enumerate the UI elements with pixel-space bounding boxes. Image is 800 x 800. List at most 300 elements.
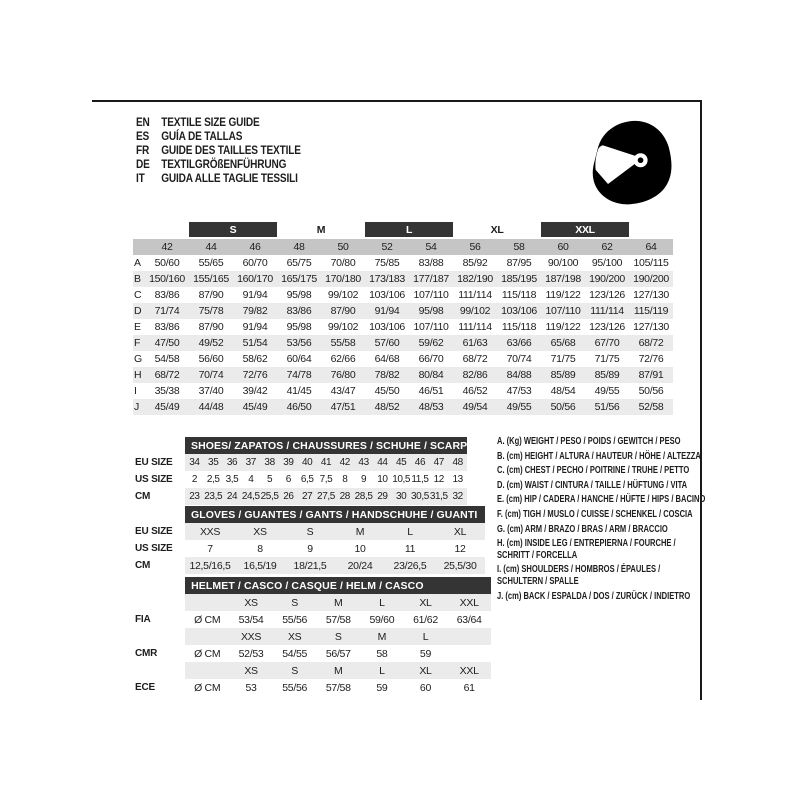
language-code: ES [136, 129, 150, 143]
helmet-value-cell: 61/62 [413, 613, 438, 626]
size-value-cell: 111/114 [458, 289, 492, 301]
value-cell: 5 [267, 474, 273, 485]
size-value-cell: 62/66 [330, 353, 356, 365]
helmet-size-header-cell: L [404, 628, 448, 645]
data-row [135, 540, 485, 557]
size-value-cell: 160/170 [233, 271, 277, 287]
value-cell: 47 [429, 454, 448, 471]
helmet-sizes-row [135, 628, 491, 645]
table-title-row [135, 437, 467, 454]
column-header-cell: 50 [321, 238, 365, 255]
value-cell: 16,5/19 [235, 557, 285, 574]
language-row [136, 171, 301, 185]
size-group-xl: XL [453, 222, 541, 238]
value-cell: 28 [335, 488, 354, 505]
size-value-cell: 165/175 [277, 271, 321, 287]
language-row [136, 157, 301, 171]
helmet-value-cell: 59/60 [369, 613, 395, 626]
size-row-b [133, 271, 673, 287]
value-cell: 40 [298, 454, 317, 471]
row-label-cell: EU SIZE [135, 454, 185, 471]
value-cell: 28,5 [354, 488, 373, 505]
value-cell: 12,5/16,5 [185, 557, 235, 574]
size-value-cell: 72/76 [233, 367, 277, 383]
size-value-cell: 74/78 [277, 367, 321, 383]
size-value-cell: 115/119 [629, 303, 673, 319]
value-cell: 26 [279, 488, 298, 505]
value-cell: 9 [307, 542, 313, 555]
value-cell: 10 [354, 542, 366, 555]
size-value-cell: 83/86 [154, 321, 180, 333]
language-code: EN [136, 115, 150, 129]
size-value-cell: 52/58 [629, 399, 673, 415]
size-value-cell: 70/74 [506, 353, 532, 365]
column-header-cell: 56 [453, 238, 497, 255]
helmet-size-header-cell: XL [404, 662, 448, 679]
helmet-value-cell: 55/56 [282, 613, 308, 626]
size-value-cell: 99/102 [327, 321, 359, 333]
size-value-cell: 190/200 [585, 271, 629, 287]
row-letter-cell [133, 238, 145, 255]
column-header-cell: 46 [233, 238, 277, 255]
size-value-cell: 55/58 [321, 335, 365, 351]
size-value-cell: 190/200 [629, 271, 673, 287]
table-title-row [135, 577, 491, 594]
helmet-size-header-cell: L [360, 662, 404, 679]
row-label-cell [135, 594, 185, 611]
legend-line: G. (cm) ARM / BRAZO / BRAS / ARM / BRACCIO [497, 522, 668, 535]
size-row-f [133, 335, 673, 351]
size-value-cell: 43/47 [330, 385, 356, 397]
size-value-cell: 91/94 [242, 321, 268, 333]
language-code: DE [136, 157, 150, 171]
legend-item [497, 436, 702, 448]
size-table-body [133, 222, 673, 415]
row-letter-cell: A [134, 257, 141, 269]
row-label-cell: CM [135, 488, 185, 505]
table-title-row [135, 506, 485, 523]
size-group-m: M [277, 222, 365, 238]
size-value-cell: 44/48 [189, 399, 233, 415]
size-value-cell: 46/52 [462, 385, 488, 397]
size-value-cell: 63/66 [497, 335, 541, 351]
helmet-value-cell: 59 [419, 647, 432, 660]
size-group-s: S [189, 222, 277, 238]
size-value-cell: 177/187 [409, 271, 453, 287]
standard-label-cell: ECE [135, 679, 185, 696]
helmet-value-cell: 61 [463, 681, 475, 694]
legend-line: D. (cm) WAIST / CINTURA / TAILLE / HÜFTUNG / VITA [497, 478, 688, 491]
size-value-cell: 45/49 [233, 399, 277, 415]
size-value-cell: 71/75 [594, 353, 620, 365]
spacer-cell [629, 222, 673, 238]
value-cell: S [285, 523, 335, 540]
size-value-cell: 65/75 [286, 257, 312, 269]
legend-item [497, 509, 702, 521]
value-cell: XS [235, 523, 285, 540]
helmet-size-header-cell: XXL [447, 662, 491, 679]
size-value-cell: 79/82 [233, 303, 277, 319]
size-value-cell: 82/86 [453, 367, 497, 383]
legend-item [497, 493, 706, 506]
size-value-cell: 78/82 [365, 367, 409, 383]
helmet-size-header-cell: L [360, 594, 404, 611]
value-cell: 12 [454, 542, 466, 555]
size-value-cell: 50/56 [541, 399, 585, 415]
racing-helmet-icon [586, 113, 674, 211]
value-cell: 25,5 [260, 488, 279, 505]
size-value-cell: 103/106 [497, 303, 541, 319]
value-cell: M [335, 523, 385, 540]
size-value-cell: 67/70 [585, 335, 629, 351]
size-value-cell: 150/160 [145, 271, 189, 287]
value-cell: 38 [260, 454, 279, 471]
value-cell: 29 [373, 488, 392, 505]
row-label-cell: EU SIZE [135, 523, 185, 540]
value-cell: 43 [354, 454, 373, 471]
size-value-cell: 187/198 [541, 271, 585, 287]
helmet-table-body [135, 577, 491, 696]
size-value-cell: 47/50 [145, 335, 189, 351]
size-row-i [133, 383, 673, 399]
unit-cell: Ø CM [194, 681, 221, 694]
unit-spacer-cell [185, 594, 229, 611]
size-value-cell: 80/84 [409, 367, 453, 383]
value-cell: 8 [342, 474, 348, 485]
helmet-values-row [135, 611, 491, 628]
size-value-cell: 57/60 [365, 335, 409, 351]
legend-line: B. (cm) HEIGHT / ALTURA / HAUTEUR / HÖHE / ALTEZZA [497, 449, 701, 462]
value-cell: 46 [411, 454, 430, 471]
size-group-l: L [365, 222, 453, 238]
helmet-size-header-cell: XS [229, 662, 273, 679]
column-header-cell: 52 [365, 238, 409, 255]
column-header-cell: 42 [145, 238, 189, 255]
helmet-values-row [135, 679, 491, 696]
size-value-cell: 95/98 [409, 303, 453, 319]
row-letter-cell: H [133, 367, 145, 383]
size-row-h [133, 367, 673, 383]
size-value-cell: 46/51 [418, 385, 444, 397]
size-value-cell: 119/122 [545, 289, 581, 301]
helmet-size-header-cell [447, 628, 491, 645]
shoes-table-body [135, 437, 475, 505]
legend-line: E. (cm) HIP / CADERA / HANCHE / HÜFTE / HIPS / BACINO [497, 493, 706, 506]
row-label-cell [135, 662, 185, 679]
helmet-size-header-cell: S [316, 628, 360, 645]
language-header [136, 115, 332, 185]
column-header-cell: 48 [277, 238, 321, 255]
language-title: GUÍA DE TALLAS [161, 129, 243, 143]
helmet-size-header-cell: M [316, 662, 360, 679]
size-value-cell: 49/54 [453, 399, 497, 415]
size-value-cell: 47/51 [321, 399, 365, 415]
size-value-cell: 99/102 [453, 303, 497, 319]
value-cell: 24,5 [241, 488, 260, 505]
helmet-sizes-row [135, 594, 491, 611]
gloves-size-table [135, 506, 485, 574]
row-label-cell: US SIZE [135, 540, 185, 557]
size-value-cell: 41/45 [286, 385, 312, 397]
gloves-table-title: GLOVES / GUANTES / GANTS / HANDSCHUHE / GUANTI [185, 506, 485, 523]
legend-item [497, 524, 702, 536]
value-cell: 42 [335, 454, 354, 471]
size-value-cell: 70/80 [330, 257, 356, 269]
gloves-table-body [135, 506, 485, 574]
row-label-cell [135, 437, 185, 454]
helmet-size-header-cell: M [360, 628, 404, 645]
size-row-c [133, 287, 673, 303]
legend-line: H. (cm) INSIDE LEG / ENTREPIERNA / FOURCHE / [497, 537, 676, 550]
size-value-cell: 58/62 [242, 353, 268, 365]
size-value-cell: 48/52 [365, 399, 409, 415]
size-value-cell: 83/86 [277, 303, 321, 319]
size-value-cell: 85/89 [541, 367, 585, 383]
value-cell: XL [435, 523, 485, 540]
size-value-cell: 70/74 [189, 367, 233, 383]
unit-spacer-cell [185, 628, 229, 645]
row-letter-cell: I [134, 385, 137, 397]
size-value-cell: 45/49 [145, 399, 189, 415]
size-value-cell: 115/118 [501, 321, 537, 333]
size-value-cell: 68/72 [629, 335, 673, 351]
spacer-cell [145, 222, 189, 238]
value-cell: 27,5 [317, 488, 336, 505]
value-cell: 9 [360, 474, 367, 485]
data-row [135, 488, 467, 505]
size-value-cell: 47/53 [506, 385, 532, 397]
value-cell: 45 [392, 454, 411, 471]
helmet-sizes-row [135, 662, 491, 679]
size-value-cell: 173/183 [365, 271, 409, 287]
size-value-cell: 61/63 [453, 335, 497, 351]
value-cell: 10 [377, 474, 388, 485]
size-value-cell: 84/88 [497, 367, 541, 383]
size-value-cell: 87/91 [629, 367, 673, 383]
measurement-legend [497, 435, 706, 605]
helmet-size-header-cell: XXS [229, 628, 273, 645]
value-cell: 30,5 [411, 488, 430, 505]
size-value-cell: 103/106 [369, 289, 405, 301]
value-cell: 48 [448, 454, 467, 471]
helmet-size-header-cell: S [273, 662, 317, 679]
value-cell: 27 [298, 488, 317, 505]
size-group-row [133, 222, 673, 238]
row-label-cell [135, 577, 185, 594]
helmet-size-header-cell: S [273, 594, 317, 611]
helmet-value-cell: 55/56 [282, 681, 308, 694]
helmet-value-cell: 56/57 [325, 647, 351, 660]
size-value-cell: 105/115 [633, 257, 669, 269]
helmet-value-cell: 54/55 [282, 647, 308, 660]
size-value-cell: 182/190 [453, 271, 497, 287]
size-value-cell: 49/55 [594, 385, 620, 397]
row-letter-cell: G [134, 353, 142, 365]
language-code: FR [136, 143, 150, 157]
legend-item [497, 564, 702, 587]
row-letter-cell: J [133, 399, 145, 415]
size-value-cell: 60/64 [286, 353, 312, 365]
value-cell: 41 [317, 454, 336, 471]
value-cell: 2,5 [206, 474, 220, 485]
value-cell: 11,5 [411, 474, 429, 485]
language-row [136, 143, 301, 157]
helmet-value-cell: 59 [376, 681, 388, 694]
row-letter-cell: B [133, 271, 145, 287]
size-value-cell: 85/92 [462, 257, 488, 269]
value-cell: 39 [279, 454, 298, 471]
legend-line: F. (cm) TIGH / MUSLO / CUISSE / SCHENKEL / COSCIA [497, 507, 693, 520]
size-value-cell: 51/56 [585, 399, 629, 415]
size-value-cell: 56/60 [198, 353, 224, 365]
size-value-cell: 90/100 [547, 257, 579, 269]
value-cell: 34 [185, 454, 204, 471]
value-cell: 13 [452, 474, 463, 485]
size-value-cell: 115/118 [501, 289, 537, 301]
helmet-value-cell: 53/54 [238, 613, 264, 626]
value-cell: 24 [223, 488, 242, 505]
row-label-cell: US SIZE [135, 471, 185, 488]
helmet-value-cell: 52/53 [238, 647, 264, 660]
size-row-a [133, 255, 673, 271]
size-value-cell: 68/72 [145, 367, 189, 383]
helmet-size-header-cell: M [316, 594, 360, 611]
helmet-value-cell: 57/58 [325, 681, 351, 694]
size-value-cell: 54/58 [154, 353, 180, 365]
size-row-g [133, 351, 673, 367]
size-value-cell: 76/80 [321, 367, 365, 383]
size-value-cell: 107/110 [413, 321, 449, 333]
value-cell: 25,5/30 [435, 557, 485, 574]
size-value-cell: 55/65 [198, 257, 224, 269]
size-value-cell: 95/98 [286, 321, 312, 333]
textile-size-table [133, 222, 673, 415]
size-value-cell: 72/76 [638, 353, 664, 365]
value-cell: XXS [185, 523, 235, 540]
size-group-xxl: XXL [541, 222, 629, 238]
column-header-cell: 54 [409, 238, 453, 255]
size-value-cell: 75/85 [374, 257, 400, 269]
column-header-row [133, 238, 673, 255]
size-value-cell: 87/90 [198, 289, 224, 301]
helmet-size-table [135, 577, 491, 696]
value-cell: 20/24 [335, 557, 385, 574]
size-value-cell: 111/114 [458, 321, 492, 333]
value-cell: 37 [241, 454, 260, 471]
helmet-values-row [135, 645, 491, 662]
standard-label-cell: CMR [135, 645, 185, 662]
size-value-cell: 111/114 [585, 303, 629, 319]
helmet-size-header-cell: XS [273, 628, 317, 645]
legend-item [497, 465, 702, 477]
size-value-cell: 123/126 [589, 321, 625, 333]
column-header-cell: 62 [585, 238, 629, 255]
legend-line: I. (cm) SHOULDERS / HOMBROS / ÉPAULES / [497, 563, 661, 576]
value-cell: 12 [433, 474, 444, 485]
unit-spacer-cell [185, 662, 229, 679]
value-cell: 7,5 [319, 474, 333, 485]
value-cell: 31,5 [429, 488, 448, 505]
row-label-cell: CM [135, 557, 185, 574]
language-row [136, 115, 301, 129]
size-value-cell: 49/52 [189, 335, 233, 351]
value-cell: 23 [185, 488, 204, 505]
column-header-cell: 58 [497, 238, 541, 255]
size-value-cell: 75/78 [189, 303, 233, 319]
size-value-cell: 49/55 [497, 399, 541, 415]
size-value-cell: 50/60 [154, 257, 180, 269]
row-letter-cell: C [134, 289, 142, 301]
value-cell: 3,5 [225, 474, 239, 485]
column-header-cell: 60 [541, 238, 585, 255]
size-value-cell: 53/56 [277, 335, 321, 351]
legend-line: C. (cm) CHEST / PECHO / POITRINE / TRUHE / PETTO [497, 464, 690, 477]
size-value-cell: 85/89 [585, 367, 629, 383]
language-title: GUIDA ALLE TAGLIE TESSILI [161, 171, 298, 185]
helmet-value-cell: 57/58 [325, 613, 351, 626]
column-header-cell: 64 [629, 238, 673, 255]
value-cell: 32 [448, 488, 467, 505]
size-value-cell: 39/42 [242, 385, 268, 397]
value-cell: L [385, 523, 435, 540]
size-value-cell: 64/68 [374, 353, 400, 365]
data-row [135, 454, 467, 471]
legend-item [497, 480, 702, 492]
size-value-cell: 127/130 [633, 321, 669, 333]
value-cell: 18/21,5 [285, 557, 335, 574]
unit-cell: Ø CM [194, 613, 221, 626]
size-value-cell: 35/38 [154, 385, 180, 397]
legend-line: SCHULTERN / SPALLE [497, 574, 579, 587]
value-cell: 2 [191, 474, 197, 485]
row-letter-cell: D [133, 303, 145, 319]
size-value-cell: 119/122 [545, 321, 581, 333]
size-value-cell: 127/130 [633, 289, 669, 301]
size-value-cell: 87/90 [198, 321, 224, 333]
language-code: IT [136, 171, 145, 185]
column-header-cell: 44 [189, 238, 233, 255]
size-value-cell: 103/106 [369, 321, 405, 333]
helmet-value-cell: 58 [376, 647, 388, 660]
size-value-cell: 60/70 [242, 257, 268, 269]
value-cell: 44 [373, 454, 392, 471]
helmet-size-header-cell: XS [229, 594, 273, 611]
value-cell: 6 [285, 474, 291, 485]
size-value-cell: 87/95 [506, 257, 532, 269]
size-value-cell: 48/53 [409, 399, 453, 415]
size-value-cell: 45/50 [374, 385, 400, 397]
size-value-cell: 83/88 [418, 257, 444, 269]
unit-cell: Ø CM [194, 647, 221, 660]
row-letter-cell: F [133, 335, 145, 351]
corner-cell [133, 222, 145, 238]
helmet-size-header-cell: XXL [447, 594, 491, 611]
row-letter-cell: E [134, 321, 141, 333]
value-cell: 30 [392, 488, 411, 505]
size-value-cell: 87/90 [321, 303, 365, 319]
size-value-cell: 48/54 [550, 385, 576, 397]
legend-line: J. (cm) BACK / ESPALDA / DOS / ZURÜCK / INDIETRO [497, 589, 691, 602]
size-value-cell: 68/72 [462, 353, 488, 365]
size-value-cell: 37/40 [198, 385, 224, 397]
size-value-cell: 95/100 [591, 257, 623, 269]
language-row [136, 129, 301, 143]
value-cell: 7 [207, 542, 213, 555]
legend-item [497, 591, 702, 603]
size-value-cell: 46/50 [277, 399, 321, 415]
value-cell: 11 [404, 542, 416, 555]
standard-label-cell: FIA [135, 611, 185, 628]
